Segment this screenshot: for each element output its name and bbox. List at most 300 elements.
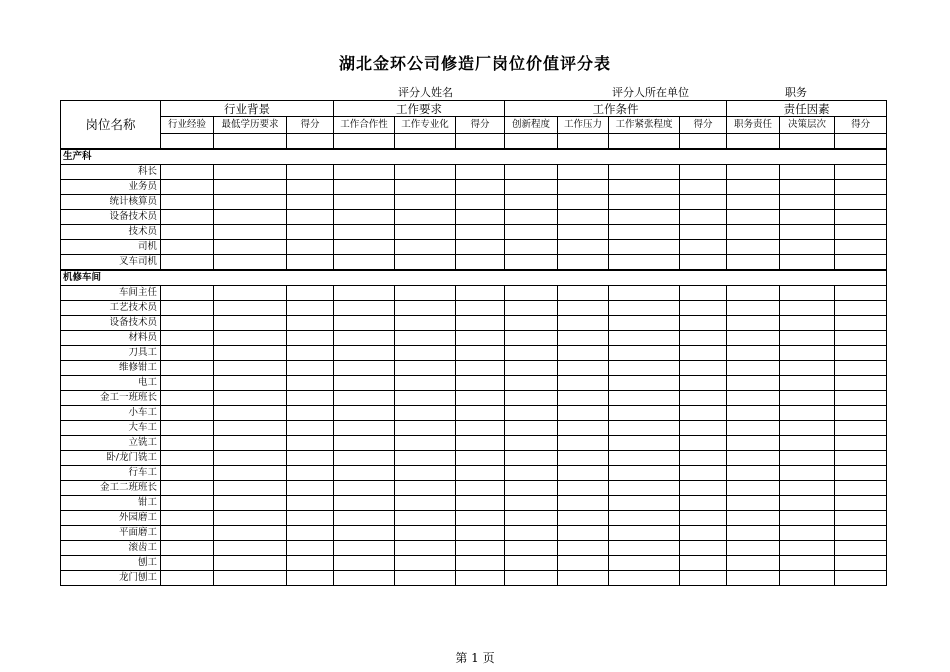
score-cell[interactable]	[609, 466, 680, 481]
score-cell[interactable]	[456, 331, 505, 346]
score-cell[interactable]	[214, 511, 287, 526]
score-cell[interactable]	[609, 556, 680, 571]
score-cell[interactable]	[609, 541, 680, 556]
score-cell[interactable]	[780, 526, 835, 541]
score-cell[interactable]	[505, 134, 558, 150]
score-cell[interactable]	[727, 541, 780, 556]
score-cell[interactable]	[609, 361, 680, 376]
score-cell[interactable]	[835, 255, 887, 271]
score-cell[interactable]	[287, 376, 334, 391]
score-cell[interactable]	[161, 526, 214, 541]
score-cell[interactable]	[505, 466, 558, 481]
score-cell[interactable]	[558, 301, 609, 316]
score-cell[interactable]	[780, 481, 835, 496]
score-cell[interactable]	[456, 301, 505, 316]
score-cell[interactable]	[505, 331, 558, 346]
score-cell[interactable]	[287, 511, 334, 526]
score-cell[interactable]	[214, 180, 287, 195]
score-cell[interactable]	[727, 421, 780, 436]
score-cell[interactable]	[505, 180, 558, 195]
score-cell[interactable]	[835, 180, 887, 195]
score-cell[interactable]	[780, 331, 835, 346]
score-cell[interactable]	[287, 361, 334, 376]
score-cell[interactable]	[334, 134, 395, 150]
score-cell[interactable]	[456, 391, 505, 406]
score-cell[interactable]	[558, 436, 609, 451]
score-cell[interactable]	[505, 361, 558, 376]
score-cell[interactable]	[395, 496, 456, 511]
score-cell[interactable]	[395, 571, 456, 586]
score-cell[interactable]	[780, 436, 835, 451]
score-cell[interactable]	[334, 406, 395, 421]
score-cell[interactable]	[835, 481, 887, 496]
score-cell[interactable]	[214, 496, 287, 511]
score-cell[interactable]	[287, 526, 334, 541]
score-cell[interactable]	[558, 195, 609, 210]
score-cell[interactable]	[727, 481, 780, 496]
score-cell[interactable]	[456, 571, 505, 586]
score-cell[interactable]	[558, 451, 609, 466]
score-cell[interactable]	[835, 571, 887, 586]
score-cell[interactable]	[835, 421, 887, 436]
score-cell[interactable]	[835, 361, 887, 376]
score-cell[interactable]	[727, 571, 780, 586]
score-cell[interactable]	[505, 240, 558, 255]
score-cell[interactable]	[835, 331, 887, 346]
score-cell[interactable]	[680, 571, 727, 586]
score-cell[interactable]	[609, 376, 680, 391]
score-cell[interactable]	[456, 406, 505, 421]
score-cell[interactable]	[835, 134, 887, 150]
score-cell[interactable]	[680, 134, 727, 150]
score-cell[interactable]	[214, 421, 287, 436]
score-cell[interactable]	[680, 165, 727, 180]
score-cell[interactable]	[334, 361, 395, 376]
score-cell[interactable]	[214, 361, 287, 376]
score-cell[interactable]	[727, 255, 780, 271]
score-cell[interactable]	[214, 391, 287, 406]
score-cell[interactable]	[214, 406, 287, 421]
score-cell[interactable]	[680, 391, 727, 406]
score-cell[interactable]	[395, 225, 456, 240]
score-cell[interactable]	[214, 195, 287, 210]
score-cell[interactable]	[727, 286, 780, 301]
score-cell[interactable]	[214, 451, 287, 466]
score-cell[interactable]	[214, 466, 287, 481]
score-cell[interactable]	[609, 286, 680, 301]
score-cell[interactable]	[680, 225, 727, 240]
score-cell[interactable]	[680, 526, 727, 541]
score-cell[interactable]	[727, 210, 780, 225]
score-cell[interactable]	[680, 210, 727, 225]
score-cell[interactable]	[456, 541, 505, 556]
score-cell[interactable]	[680, 180, 727, 195]
score-cell[interactable]	[558, 286, 609, 301]
score-cell[interactable]	[456, 496, 505, 511]
score-cell[interactable]	[609, 346, 680, 361]
score-cell[interactable]	[505, 316, 558, 331]
score-cell[interactable]	[609, 571, 680, 586]
score-cell[interactable]	[680, 466, 727, 481]
score-cell[interactable]	[214, 346, 287, 361]
score-cell[interactable]	[609, 391, 680, 406]
score-cell[interactable]	[456, 134, 505, 150]
score-cell[interactable]	[558, 225, 609, 240]
score-cell[interactable]	[609, 255, 680, 271]
score-cell[interactable]	[609, 165, 680, 180]
score-cell[interactable]	[287, 421, 334, 436]
score-cell[interactable]	[214, 210, 287, 225]
score-cell[interactable]	[680, 556, 727, 571]
score-cell[interactable]	[161, 134, 214, 150]
score-cell[interactable]	[456, 286, 505, 301]
score-cell[interactable]	[161, 391, 214, 406]
score-cell[interactable]	[609, 451, 680, 466]
score-cell[interactable]	[609, 316, 680, 331]
score-cell[interactable]	[780, 466, 835, 481]
score-cell[interactable]	[609, 134, 680, 150]
score-cell[interactable]	[287, 481, 334, 496]
score-cell[interactable]	[558, 466, 609, 481]
score-cell[interactable]	[395, 165, 456, 180]
score-cell[interactable]	[334, 240, 395, 255]
score-cell[interactable]	[334, 421, 395, 436]
score-cell[interactable]	[161, 240, 214, 255]
score-cell[interactable]	[395, 346, 456, 361]
score-cell[interactable]	[835, 406, 887, 421]
score-cell[interactable]	[395, 240, 456, 255]
score-cell[interactable]	[505, 255, 558, 271]
score-cell[interactable]	[835, 511, 887, 526]
score-cell[interactable]	[780, 571, 835, 586]
score-cell[interactable]	[558, 526, 609, 541]
score-cell[interactable]	[609, 195, 680, 210]
score-cell[interactable]	[456, 316, 505, 331]
score-cell[interactable]	[680, 496, 727, 511]
score-cell[interactable]	[780, 301, 835, 316]
score-cell[interactable]	[161, 436, 214, 451]
score-cell[interactable]	[727, 376, 780, 391]
score-cell[interactable]	[780, 286, 835, 301]
score-cell[interactable]	[558, 391, 609, 406]
score-cell[interactable]	[505, 556, 558, 571]
score-cell[interactable]	[609, 511, 680, 526]
score-cell[interactable]	[395, 481, 456, 496]
score-cell[interactable]	[456, 165, 505, 180]
score-cell[interactable]	[609, 421, 680, 436]
score-cell[interactable]	[835, 240, 887, 255]
score-cell[interactable]	[214, 255, 287, 271]
score-cell[interactable]	[395, 134, 456, 150]
score-cell[interactable]	[727, 406, 780, 421]
score-cell[interactable]	[456, 526, 505, 541]
score-cell[interactable]	[780, 511, 835, 526]
score-cell[interactable]	[835, 225, 887, 240]
score-cell[interactable]	[505, 165, 558, 180]
score-cell[interactable]	[395, 556, 456, 571]
score-cell[interactable]	[727, 451, 780, 466]
score-cell[interactable]	[780, 180, 835, 195]
score-cell[interactable]	[287, 496, 334, 511]
score-cell[interactable]	[456, 210, 505, 225]
score-cell[interactable]	[456, 376, 505, 391]
score-cell[interactable]	[780, 165, 835, 180]
score-cell[interactable]	[287, 286, 334, 301]
score-cell[interactable]	[287, 240, 334, 255]
score-cell[interactable]	[161, 496, 214, 511]
score-cell[interactable]	[780, 210, 835, 225]
score-cell[interactable]	[287, 225, 334, 240]
score-cell[interactable]	[727, 466, 780, 481]
score-cell[interactable]	[609, 436, 680, 451]
score-cell[interactable]	[456, 451, 505, 466]
score-cell[interactable]	[161, 210, 214, 225]
score-cell[interactable]	[680, 541, 727, 556]
score-cell[interactable]	[214, 571, 287, 586]
score-cell[interactable]	[780, 346, 835, 361]
score-cell[interactable]	[287, 391, 334, 406]
score-cell[interactable]	[680, 511, 727, 526]
score-cell[interactable]	[558, 541, 609, 556]
score-cell[interactable]	[287, 541, 334, 556]
score-cell[interactable]	[334, 511, 395, 526]
score-cell[interactable]	[609, 180, 680, 195]
score-cell[interactable]	[558, 421, 609, 436]
score-cell[interactable]	[609, 225, 680, 240]
score-cell[interactable]	[287, 571, 334, 586]
score-cell[interactable]	[334, 466, 395, 481]
score-cell[interactable]	[395, 451, 456, 466]
score-cell[interactable]	[161, 331, 214, 346]
score-cell[interactable]	[214, 316, 287, 331]
score-cell[interactable]	[161, 286, 214, 301]
score-cell[interactable]	[727, 225, 780, 240]
score-cell[interactable]	[727, 240, 780, 255]
score-cell[interactable]	[680, 481, 727, 496]
score-cell[interactable]	[558, 571, 609, 586]
score-cell[interactable]	[287, 195, 334, 210]
score-cell[interactable]	[161, 361, 214, 376]
score-cell[interactable]	[780, 225, 835, 240]
score-cell[interactable]	[680, 346, 727, 361]
score-cell[interactable]	[727, 316, 780, 331]
score-cell[interactable]	[727, 361, 780, 376]
score-cell[interactable]	[558, 346, 609, 361]
score-cell[interactable]	[214, 165, 287, 180]
score-cell[interactable]	[334, 376, 395, 391]
score-cell[interactable]	[609, 301, 680, 316]
score-cell[interactable]	[727, 134, 780, 150]
score-cell[interactable]	[287, 165, 334, 180]
score-cell[interactable]	[214, 436, 287, 451]
score-cell[interactable]	[161, 571, 214, 586]
score-cell[interactable]	[334, 255, 395, 271]
score-cell[interactable]	[727, 496, 780, 511]
score-cell[interactable]	[161, 541, 214, 556]
score-cell[interactable]	[558, 511, 609, 526]
score-cell[interactable]	[456, 225, 505, 240]
score-cell[interactable]	[780, 240, 835, 255]
score-cell[interactable]	[214, 286, 287, 301]
score-cell[interactable]	[609, 210, 680, 225]
score-cell[interactable]	[680, 240, 727, 255]
score-cell[interactable]	[161, 316, 214, 331]
score-cell[interactable]	[161, 180, 214, 195]
score-cell[interactable]	[214, 376, 287, 391]
score-cell[interactable]	[214, 541, 287, 556]
score-cell[interactable]	[505, 210, 558, 225]
score-cell[interactable]	[334, 316, 395, 331]
score-cell[interactable]	[287, 180, 334, 195]
score-cell[interactable]	[558, 556, 609, 571]
score-cell[interactable]	[334, 225, 395, 240]
score-cell[interactable]	[558, 361, 609, 376]
score-cell[interactable]	[780, 255, 835, 271]
score-cell[interactable]	[780, 406, 835, 421]
score-cell[interactable]	[780, 195, 835, 210]
score-cell[interactable]	[161, 376, 214, 391]
score-cell[interactable]	[214, 526, 287, 541]
score-cell[interactable]	[835, 451, 887, 466]
score-cell[interactable]	[835, 286, 887, 301]
score-cell[interactable]	[505, 301, 558, 316]
score-cell[interactable]	[680, 406, 727, 421]
score-cell[interactable]	[334, 210, 395, 225]
score-cell[interactable]	[505, 451, 558, 466]
score-cell[interactable]	[727, 195, 780, 210]
score-cell[interactable]	[334, 571, 395, 586]
score-cell[interactable]	[780, 361, 835, 376]
score-cell[interactable]	[287, 556, 334, 571]
score-cell[interactable]	[505, 286, 558, 301]
score-cell[interactable]	[395, 511, 456, 526]
score-cell[interactable]	[395, 301, 456, 316]
score-cell[interactable]	[505, 195, 558, 210]
score-cell[interactable]	[727, 346, 780, 361]
score-cell[interactable]	[214, 240, 287, 255]
score-cell[interactable]	[727, 165, 780, 180]
score-cell[interactable]	[214, 225, 287, 240]
score-cell[interactable]	[835, 195, 887, 210]
score-cell[interactable]	[727, 556, 780, 571]
score-cell[interactable]	[334, 346, 395, 361]
score-cell[interactable]	[161, 466, 214, 481]
score-cell[interactable]	[680, 451, 727, 466]
score-cell[interactable]	[835, 541, 887, 556]
score-cell[interactable]	[161, 511, 214, 526]
score-cell[interactable]	[287, 406, 334, 421]
score-cell[interactable]	[835, 556, 887, 571]
score-cell[interactable]	[727, 180, 780, 195]
score-cell[interactable]	[835, 436, 887, 451]
score-cell[interactable]	[214, 331, 287, 346]
score-cell[interactable]	[287, 451, 334, 466]
score-cell[interactable]	[505, 391, 558, 406]
score-cell[interactable]	[835, 316, 887, 331]
score-cell[interactable]	[395, 180, 456, 195]
score-cell[interactable]	[161, 451, 214, 466]
score-cell[interactable]	[835, 391, 887, 406]
score-cell[interactable]	[835, 466, 887, 481]
score-cell[interactable]	[727, 526, 780, 541]
score-cell[interactable]	[334, 391, 395, 406]
score-cell[interactable]	[287, 466, 334, 481]
score-cell[interactable]	[558, 376, 609, 391]
score-cell[interactable]	[780, 316, 835, 331]
score-cell[interactable]	[680, 301, 727, 316]
score-cell[interactable]	[780, 421, 835, 436]
score-cell[interactable]	[395, 391, 456, 406]
score-cell[interactable]	[395, 406, 456, 421]
score-cell[interactable]	[780, 541, 835, 556]
score-cell[interactable]	[558, 481, 609, 496]
score-cell[interactable]	[680, 421, 727, 436]
score-cell[interactable]	[456, 255, 505, 271]
score-cell[interactable]	[609, 331, 680, 346]
score-cell[interactable]	[395, 286, 456, 301]
score-cell[interactable]	[161, 225, 214, 240]
score-cell[interactable]	[334, 436, 395, 451]
score-cell[interactable]	[609, 526, 680, 541]
score-cell[interactable]	[456, 361, 505, 376]
score-cell[interactable]	[161, 556, 214, 571]
score-cell[interactable]	[334, 526, 395, 541]
score-cell[interactable]	[287, 134, 334, 150]
score-cell[interactable]	[835, 346, 887, 361]
score-cell[interactable]	[456, 180, 505, 195]
score-cell[interactable]	[395, 526, 456, 541]
score-cell[interactable]	[835, 496, 887, 511]
score-cell[interactable]	[395, 210, 456, 225]
score-cell[interactable]	[334, 165, 395, 180]
score-cell[interactable]	[395, 316, 456, 331]
score-cell[interactable]	[835, 165, 887, 180]
score-cell[interactable]	[680, 436, 727, 451]
score-cell[interactable]	[505, 421, 558, 436]
score-cell[interactable]	[395, 466, 456, 481]
score-cell[interactable]	[287, 436, 334, 451]
score-cell[interactable]	[456, 421, 505, 436]
score-cell[interactable]	[835, 526, 887, 541]
score-cell[interactable]	[727, 511, 780, 526]
score-cell[interactable]	[214, 301, 287, 316]
score-cell[interactable]	[287, 346, 334, 361]
score-cell[interactable]	[505, 346, 558, 361]
score-cell[interactable]	[287, 210, 334, 225]
score-cell[interactable]	[835, 376, 887, 391]
score-cell[interactable]	[680, 286, 727, 301]
score-cell[interactable]	[505, 571, 558, 586]
score-cell[interactable]	[161, 301, 214, 316]
score-cell[interactable]	[558, 210, 609, 225]
score-cell[interactable]	[161, 195, 214, 210]
score-cell[interactable]	[505, 376, 558, 391]
score-cell[interactable]	[505, 436, 558, 451]
score-cell[interactable]	[835, 210, 887, 225]
score-cell[interactable]	[395, 436, 456, 451]
score-cell[interactable]	[780, 376, 835, 391]
score-cell[interactable]	[558, 165, 609, 180]
score-cell[interactable]	[395, 541, 456, 556]
score-cell[interactable]	[609, 496, 680, 511]
score-cell[interactable]	[456, 240, 505, 255]
score-cell[interactable]	[456, 511, 505, 526]
score-cell[interactable]	[334, 180, 395, 195]
score-cell[interactable]	[456, 466, 505, 481]
score-cell[interactable]	[287, 316, 334, 331]
score-cell[interactable]	[395, 195, 456, 210]
score-cell[interactable]	[558, 134, 609, 150]
